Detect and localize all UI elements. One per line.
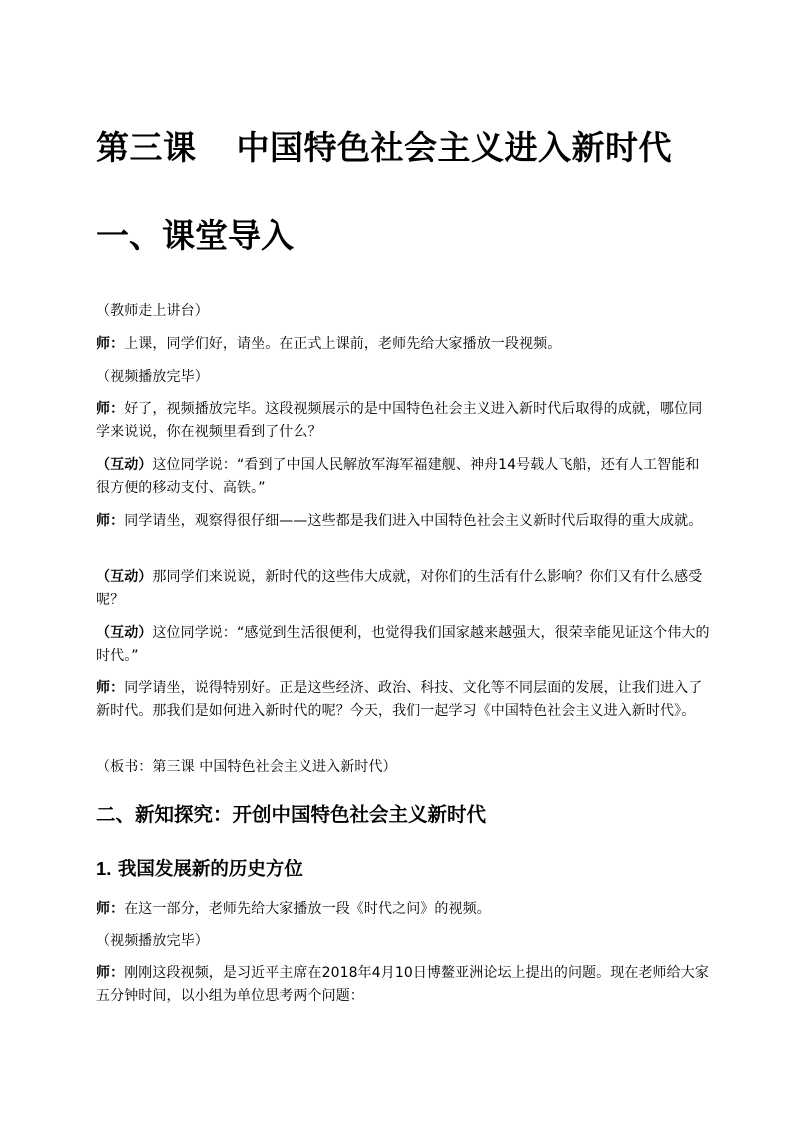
interaction-label: （互动） [96,569,153,585]
stage-direction: （视频播放完毕） [96,933,209,949]
dialogue-text: 刚刚这段视频，是习近平主席在2018年4月10日博鳌亚洲论坛上提出的问题。现在老师给大家五分钟时间，以小组为单位思考两个问题： [96,965,709,1004]
board-note: （板书：第三课 中国特色社会主义进入新时代） [96,759,397,775]
speaker-label: 师： [96,965,125,981]
dialogue-paragraph [96,398,710,444]
stage-direction: （视频播放完毕） [96,369,209,385]
dialogue-paragraph [96,898,710,921]
stage-direction: （教师走上讲台） [96,303,209,319]
dialogue-text: 好了，视频播放完毕。这段视频展示的是中国特色社会主义进入新时代后取得的成就，哪位同学来说说，你在视频里看到了什么？ [96,401,703,440]
section-heading-explore: 二、新知探究：开创中国特色社会主义新时代 [96,803,487,826]
subsection-title: 我国发展新的历史方位 [117,859,303,880]
dialogue-text: 那同学们来说说，新时代的这些伟大成就，对你们的生活有什么影响？你们又有什么感受呢？ [96,569,703,608]
dialogue-text: 在这一部分，老师先给大家播放一段《时代之问》的视频。 [124,901,491,917]
speaker-label: 师： [96,901,125,917]
dialogue-paragraph [96,677,710,723]
lesson-number: 第三课 [96,128,197,167]
dialogue-text: 同学请坐，观察得很仔细——这些都是我们进入中国特色社会主义新时代后取得的重大成就。 [124,513,703,529]
speaker-label: 师： [96,680,125,696]
dialogue-paragraph [96,454,710,500]
speaker-label: 师： [96,513,125,529]
lesson-title [96,122,716,174]
dialogue-text: 同学请坐，说得特别好。正是这些经济、政治、科技、文化等不同层面的发展，让我们进入了新时代。那我们是如何进入新时代的呢？今天，我们一起学习《中国特色社会主义进入新时代》。 [96,680,703,719]
subsection-heading [96,854,303,885]
dialogue-text: 这位同学说：“看到了中国人民解放军海军福建舰、神舟14号载人飞船，还有人工智能和很方便的移动支付、高铁。” [96,457,700,496]
dialogue-paragraph [96,510,710,533]
subsection-number: 1. [96,858,112,879]
interaction-label: （互动） [96,457,153,473]
speaker-label: 师： [96,401,125,417]
speaker-label: 师： [96,336,125,352]
dialogue-paragraph [96,566,710,612]
dialogue-text: 这位同学说：“感觉到生活很便利，也觉得我们国家越来越强大，很荣幸能见证这个伟大的时代。” [96,625,710,664]
section-heading-intro: 一、课堂导入 [96,216,294,255]
dialogue-paragraph [96,962,710,1008]
dialogue-paragraph [96,622,710,668]
lesson-name: 中国特色社会主义进入新时代 [236,128,672,167]
interaction-label: （互动） [96,625,153,641]
dialogue-text: 上课，同学们好，请坐。在正式上课前，老师先给大家播放一段视频。 [124,336,562,352]
dialogue-paragraph [96,333,710,356]
